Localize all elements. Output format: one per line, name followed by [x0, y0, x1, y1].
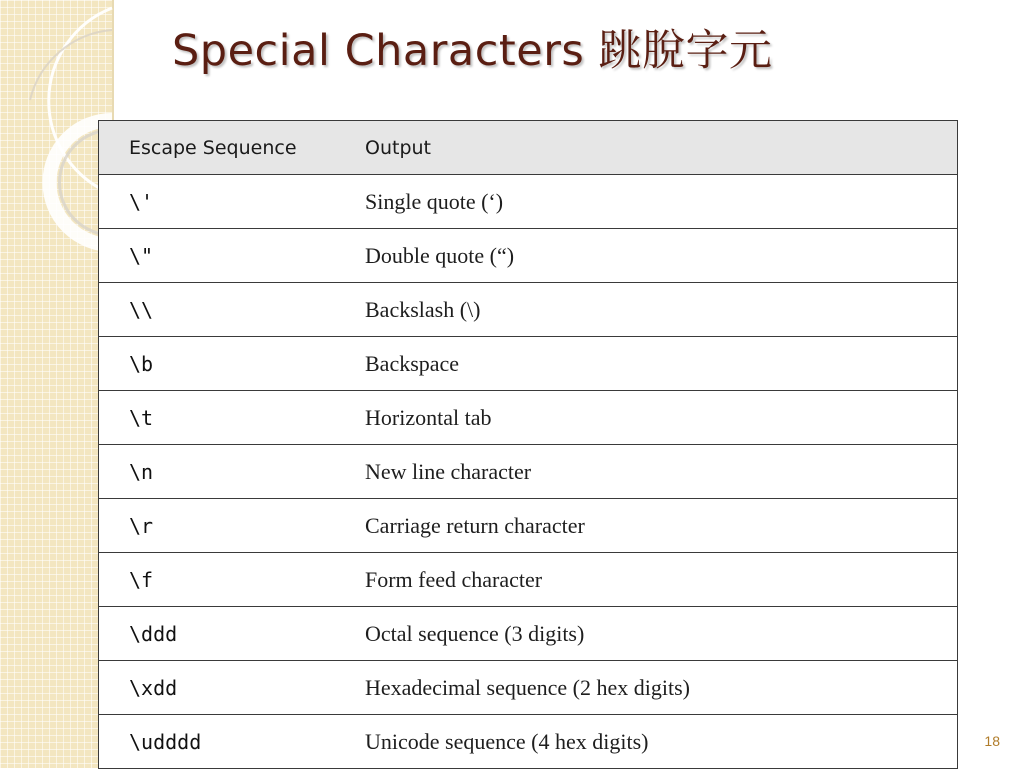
slide-title: Special Characters 跳脫字元 [172, 26, 773, 76]
escape-sequence-table-container [98, 120, 958, 769]
table-row [99, 553, 957, 607]
output-cell: Octal sequence (3 digits) [365, 607, 957, 661]
escape-sequence-cell: \' [99, 175, 365, 229]
output-cell: Double quote (“) [365, 229, 957, 283]
table-row [99, 607, 957, 661]
escape-sequence-cell: \b [99, 337, 365, 391]
page-number: 18 [984, 733, 1000, 749]
header-escape-sequence: Escape Sequence [99, 121, 365, 175]
output-cell: Hexadecimal sequence (2 hex digits) [365, 661, 957, 715]
table-row [99, 337, 957, 391]
escape-sequence-table [99, 121, 957, 769]
table-row [99, 445, 957, 499]
output-cell: Single quote (‘) [365, 175, 957, 229]
escape-sequence-cell: \f [99, 553, 365, 607]
table-row [99, 175, 957, 229]
output-cell: Carriage return character [365, 499, 957, 553]
escape-sequence-cell: \\ [99, 283, 365, 337]
escape-sequence-cell: \r [99, 499, 365, 553]
output-cell: New line character [365, 445, 957, 499]
escape-sequence-cell: \t [99, 391, 365, 445]
escape-sequence-cell: \udddd [99, 715, 365, 769]
output-cell: Backslash (\) [365, 283, 957, 337]
table-row [99, 499, 957, 553]
table-header-row [99, 121, 957, 175]
escape-sequence-cell: \ddd [99, 607, 365, 661]
output-cell: Form feed character [365, 553, 957, 607]
table-row [99, 283, 957, 337]
output-cell: Unicode sequence (4 hex digits) [365, 715, 957, 769]
table-row [99, 661, 957, 715]
table-row [99, 391, 957, 445]
escape-sequence-cell: \" [99, 229, 365, 283]
table-row [99, 229, 957, 283]
escape-sequence-cell: \n [99, 445, 365, 499]
escape-sequence-cell: \xdd [99, 661, 365, 715]
table-row [99, 715, 957, 769]
header-output: Output [365, 121, 957, 175]
output-cell: Horizontal tab [365, 391, 957, 445]
output-cell: Backspace [365, 337, 957, 391]
